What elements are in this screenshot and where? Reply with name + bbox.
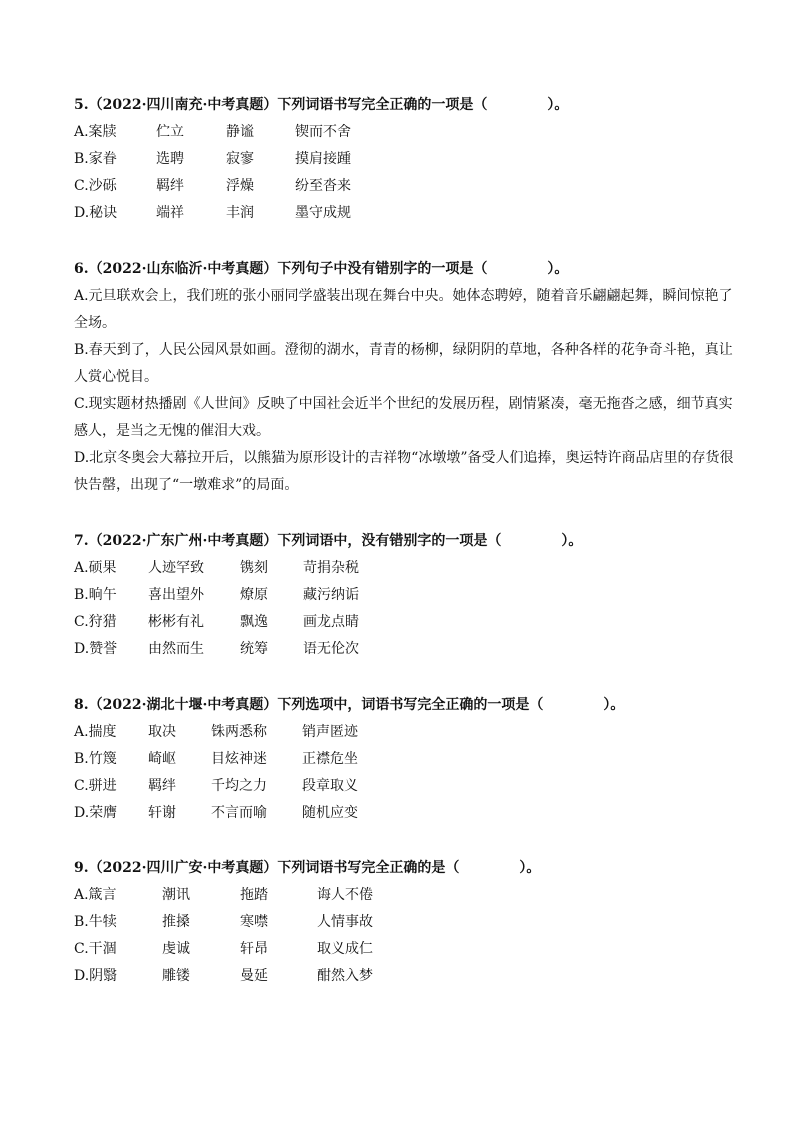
option-word: 语无伦次 bbox=[303, 641, 359, 657]
option-word: 锲而不舍 bbox=[295, 124, 351, 140]
option-word: B.晌午 bbox=[74, 587, 117, 603]
option-row bbox=[74, 200, 744, 227]
option-row bbox=[74, 119, 744, 146]
option-word: 目炫神迷 bbox=[211, 751, 267, 767]
question-8 bbox=[74, 695, 744, 827]
option-word: 取义成仁 bbox=[317, 941, 373, 957]
option-row bbox=[74, 882, 744, 909]
option-word: 销声匿迹 bbox=[302, 724, 358, 740]
option-word: A.硕果 bbox=[74, 560, 117, 576]
option-word: 镌刻 bbox=[240, 560, 268, 576]
option-word: 段章取义 bbox=[302, 778, 358, 794]
option-word: D.荣膺 bbox=[74, 805, 118, 821]
option-word: 寒噤 bbox=[240, 914, 268, 930]
question-7 bbox=[74, 531, 744, 663]
option-word: 轩谢 bbox=[148, 805, 176, 821]
option-paragraph: B.春天到了，人民公园风景如画。澄彻的湖水，青青的杨柳，绿阴阴的草地，各种各样的花争奇斗艳，真让人赏心悦目。 bbox=[74, 342, 733, 385]
option-word: D.秘诀 bbox=[74, 205, 118, 221]
option-word: B.牛犊 bbox=[74, 914, 117, 930]
option-word: 寂寥 bbox=[226, 151, 254, 167]
option-word: 推搡 bbox=[162, 914, 190, 930]
option-word: 人迹罕致 bbox=[148, 560, 204, 576]
option-word: 羁绊 bbox=[148, 778, 176, 794]
question-stem: 6.（2022·山东临沂·中考真题）下列句子中没有错别字的一项是（ ）。 bbox=[74, 261, 569, 277]
option-word: A.案牍 bbox=[74, 124, 117, 140]
option-word: 选聘 bbox=[156, 151, 184, 167]
option-word: 燎原 bbox=[240, 587, 268, 603]
option-word: 丰润 bbox=[226, 205, 254, 221]
option-word: 浮燥 bbox=[226, 178, 254, 194]
option-word: B.家眷 bbox=[74, 151, 117, 167]
question-stem: 9.（2022·四川广安·中考真题）下列词语书写完全正确的是（ ）。 bbox=[74, 860, 541, 876]
option-word: 由然而生 bbox=[148, 641, 204, 657]
option-word: 虔诚 bbox=[162, 941, 190, 957]
option-word: 雕镂 bbox=[162, 968, 190, 984]
option-word: 诲人不倦 bbox=[317, 887, 373, 903]
option-row bbox=[74, 909, 744, 936]
option-word: 彬彬有礼 bbox=[148, 614, 204, 630]
option-word: 千均之力 bbox=[211, 778, 267, 794]
option-word: 喜出望外 bbox=[148, 587, 204, 603]
option-word: 曼延 bbox=[240, 968, 268, 984]
option-word: 摸肩接踵 bbox=[295, 151, 351, 167]
option-word: B.竹篾 bbox=[74, 751, 117, 767]
option-row bbox=[74, 746, 744, 773]
question-6 bbox=[74, 259, 744, 499]
option-word: 拖踏 bbox=[240, 887, 268, 903]
option-row bbox=[74, 636, 744, 663]
option-word: 静谧 bbox=[226, 124, 254, 140]
option-paragraph: C.现实题材热播剧《人世间》反映了中国社会近半个世纪的发展历程，剧情紧凑，毫无拖沓之感，细节真实感人，是当之无愧的催泪大戏。 bbox=[74, 396, 733, 439]
option-word: 取决 bbox=[148, 724, 176, 740]
option-word: 飘逸 bbox=[240, 614, 268, 630]
option-paragraph: D.北京冬奥会大幕拉开后，以熊猫为原形设计的吉祥物“冰墩墩”备受人们追捧，奥运特许商品店里的存货很快告罄，出现了“一墩难求”的局面。 bbox=[74, 450, 734, 493]
question-stem: 8.（2022·湖北十堰·中考真题）下列选项中，词语书写完全正确的一项是（ ）。 bbox=[74, 697, 625, 713]
question-5 bbox=[74, 95, 744, 227]
option-word: 酣然入梦 bbox=[317, 968, 373, 984]
option-word: 崎岖 bbox=[148, 751, 176, 767]
option-row bbox=[74, 555, 744, 582]
option-word: 墨守成规 bbox=[295, 205, 351, 221]
question-9 bbox=[74, 858, 744, 990]
option-word: A.揣度 bbox=[74, 724, 117, 740]
option-word: 端祥 bbox=[156, 205, 184, 221]
option-row bbox=[74, 582, 744, 609]
question-stem: 5.（2022·四川南充·中考真题）下列词语书写完全正确的一项是（ ）。 bbox=[74, 97, 569, 113]
option-word: C.干涸 bbox=[74, 941, 117, 957]
option-word: 画龙点睛 bbox=[303, 614, 359, 630]
option-word: C.骈进 bbox=[74, 778, 117, 794]
option-word: D.阴翳 bbox=[74, 968, 118, 984]
option-row bbox=[74, 719, 744, 746]
option-row bbox=[74, 773, 744, 800]
option-row bbox=[74, 963, 744, 990]
option-paragraph: A.元旦联欢会上，我们班的张小丽同学盛装出现在舞台中央。她体态聘婷，随着音乐翩翩起舞，瞬间惊艳了全场。 bbox=[74, 288, 733, 331]
option-word: C.狩猎 bbox=[74, 614, 117, 630]
option-word: 随机应变 bbox=[302, 805, 358, 821]
question-stem: 7.（2022·广东广州·中考真题）下列词语中，没有错别字的一项是（ ）。 bbox=[74, 533, 583, 549]
option-row bbox=[74, 800, 744, 827]
option-word: 铢两悉称 bbox=[211, 724, 267, 740]
option-word: C.沙砾 bbox=[74, 178, 117, 194]
option-word: 藏污纳诟 bbox=[303, 587, 359, 603]
option-word: 羁绊 bbox=[156, 178, 184, 194]
option-word: 纷至沓来 bbox=[295, 178, 351, 194]
option-row bbox=[74, 173, 744, 200]
option-word: 人情事故 bbox=[317, 914, 373, 930]
option-word: 苛捐杂税 bbox=[303, 560, 359, 576]
option-word: A.箴言 bbox=[74, 887, 117, 903]
option-word: 伫立 bbox=[156, 124, 184, 140]
option-word: 统筹 bbox=[240, 641, 268, 657]
option-word: 正襟危坐 bbox=[302, 751, 358, 767]
option-word: 潮讯 bbox=[162, 887, 190, 903]
option-row bbox=[74, 936, 744, 963]
option-row bbox=[74, 146, 744, 173]
option-word: 不言而喻 bbox=[211, 805, 267, 821]
option-word: 轩昂 bbox=[240, 941, 268, 957]
option-row bbox=[74, 609, 744, 636]
option-word: D.赞誉 bbox=[74, 641, 118, 657]
